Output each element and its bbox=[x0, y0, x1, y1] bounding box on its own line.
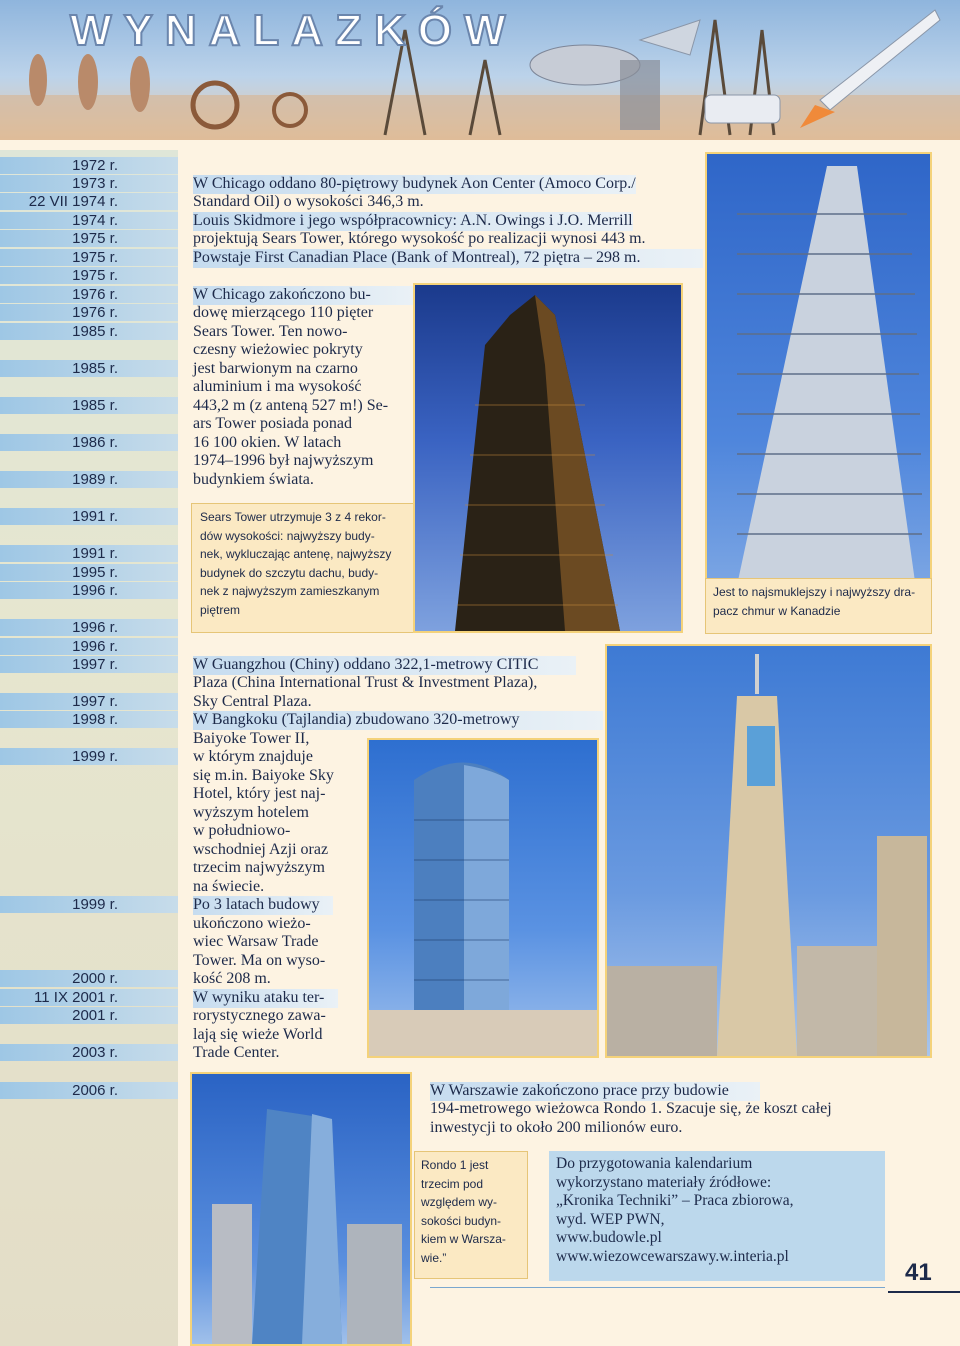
entry-sears-line7: 443,2 m (z anteną 527 m!) Se- bbox=[193, 397, 389, 414]
entry-baiyoke-line4: się m.in. Baiyoke Sky bbox=[193, 767, 334, 784]
entry-warsaw-trade-line1: Po 3 latach budowy bbox=[193, 896, 333, 915]
timeline-year: 1989 r. bbox=[0, 471, 178, 488]
timeline-year: 1985 r. bbox=[0, 360, 178, 377]
entry-baiyoke-line9: trzecim najwyższym bbox=[193, 859, 325, 876]
caption-line: budynek do szczytu dachu, budy- bbox=[200, 565, 379, 580]
entry-baiyoke-line7: w południowo- bbox=[193, 822, 291, 839]
baiyoke-drawing bbox=[607, 646, 930, 1056]
caption-line: nek z najwyższym zamieszkanym bbox=[200, 584, 380, 598]
caption-line: dów wysokości: najwyższy budy- bbox=[200, 528, 375, 543]
timeline-year: 1996 r. bbox=[0, 638, 178, 655]
timeline-year: 2001 r. bbox=[0, 1007, 178, 1024]
timeline-year: 1999 r. bbox=[0, 748, 178, 765]
sears-caption bbox=[191, 503, 414, 633]
bottom-rule bbox=[430, 1287, 885, 1288]
entry-wtc-line3: lają się wieże World bbox=[193, 1026, 323, 1043]
caption-line: nek, wykluczając antenę, najwyższy bbox=[200, 547, 392, 561]
entry-sears-line5: jest barwionym na czarno bbox=[193, 360, 358, 377]
timeline-year: 1997 r. bbox=[0, 693, 178, 710]
entry-baiyoke-line10: na świecie. bbox=[193, 878, 265, 895]
entry-rondo-line2: 194-metrowego wieżowca Rondo 1. Szacuje się, że koszt całej bbox=[430, 1100, 832, 1117]
entry-sears-line4: czesny wieżowiec pokryty bbox=[193, 341, 363, 358]
entry-wtc-line1: W wyniku ataku ter- bbox=[193, 989, 338, 1008]
timeline-year: 1972 r. bbox=[0, 157, 178, 174]
timeline-year: 1976 r. bbox=[0, 286, 178, 303]
timeline-year: 1974 r. bbox=[0, 212, 178, 229]
entry-skidmore-line1: Louis Skidmore i jego współpracownicy: A.N. Owings i J.O. Merrill bbox=[193, 212, 633, 229]
entry-sears-line8: ars Tower posiada ponad bbox=[193, 415, 352, 432]
timeline-year: 1986 r. bbox=[0, 434, 178, 451]
entry-sears-line2: dowę mierzącego 110 pięter bbox=[193, 304, 374, 321]
timeline-year: 1985 r. bbox=[0, 323, 178, 340]
timeline-year: 1996 r. bbox=[0, 582, 178, 599]
entry-sears-line9: 16 100 okien. W latach bbox=[193, 434, 342, 451]
timeline-year: 22 VII 1974 r. bbox=[0, 193, 178, 210]
timeline-year: 1999 r. bbox=[0, 896, 178, 913]
rondo-drawing bbox=[192, 1074, 410, 1344]
timeline-year: 1995 r. bbox=[0, 564, 178, 581]
header-banner bbox=[0, 0, 960, 140]
entry-wtc-line4: Trade Center. bbox=[193, 1044, 280, 1061]
entry-skidmore-line2: projektują Sears Tower, którego wysokość po realizacji wynosi 443 m. bbox=[193, 230, 646, 247]
timeline-year: 1996 r. bbox=[0, 619, 178, 636]
entry-aon-line1: W Chicago oddano 80-piętrowy budynek Aon Center (Amoco Corp./ bbox=[193, 175, 636, 192]
caption-line: piętrem bbox=[200, 602, 241, 617]
caption-line: trzecim pod bbox=[421, 1176, 484, 1191]
sears-tower-drawing bbox=[415, 285, 681, 631]
timeline-year: 1975 r. bbox=[0, 267, 178, 284]
entry-first-canadian: Powstaje First Canadian Place (Bank of Montreal), 72 piętra – 298 m. bbox=[193, 249, 703, 268]
timeline-year: 11 IX 2001 r. bbox=[0, 989, 178, 1006]
rondo-caption bbox=[414, 1151, 528, 1279]
entry-rondo-line1: W Warszawie zakończono prace przy budowie bbox=[430, 1082, 760, 1101]
source-line: wyd. WEP PWN, bbox=[556, 1210, 665, 1228]
entry-warsaw-trade-line2: ukończono wieżo- bbox=[193, 915, 311, 932]
entry-sears-line11: budynkiem świata. bbox=[193, 471, 314, 488]
caption-line: Rondo 1 jest bbox=[421, 1158, 489, 1172]
entry-sears-line10: 1974–1996 był najwyższym bbox=[193, 452, 374, 469]
source-link-wiezowce[interactable]: www.wiezowcewarszawy.w.interia.pl bbox=[556, 1247, 789, 1265]
timeline-year: 1991 r. bbox=[0, 545, 178, 562]
entry-citic-line1: W Guangzhou (Chiny) oddano 322,1-metrowy CITIC bbox=[193, 656, 576, 675]
entry-rondo-line3: inwestycji to około 200 milionów euro. bbox=[430, 1119, 683, 1136]
caption-line: względem wy- bbox=[421, 1195, 498, 1209]
entry-sears-line6: aluminium i ma wysokość bbox=[193, 378, 362, 395]
timeline-year: 1991 r. bbox=[0, 508, 178, 525]
timeline-year: 1975 r. bbox=[0, 230, 178, 247]
timeline-year: 2000 r. bbox=[0, 970, 178, 987]
entry-warsaw-trade-line5: kość 208 m. bbox=[193, 970, 271, 987]
caption-line: kiem w Warsza- bbox=[421, 1232, 506, 1246]
timeline-year: 1975 r. bbox=[0, 249, 178, 266]
entry-baiyoke-line1: W Bangkoku (Tajlandia) zbudowano 320-metrowy bbox=[193, 711, 603, 730]
source-line: Do przygotowania kalendarium bbox=[556, 1155, 753, 1172]
page-number: 41 bbox=[905, 1259, 932, 1286]
sources-box bbox=[549, 1151, 885, 1281]
page-number-rule bbox=[888, 1291, 960, 1293]
source-line: „Kronika Techniki” – Praca zbiorowa, bbox=[556, 1192, 794, 1209]
caption-line: wie.” bbox=[421, 1250, 447, 1265]
timeline-year: 1976 r. bbox=[0, 304, 178, 321]
caption-line: Jest to najsmuklejszy i najwyższy dra- bbox=[713, 585, 916, 599]
timeline-year: 2006 r. bbox=[0, 1082, 178, 1099]
entry-citic-line2: Plaza (China International Trust & Investment Plaza), bbox=[193, 674, 538, 691]
warsaw-trade-tower-photo bbox=[367, 738, 599, 1058]
sears-tower-photo bbox=[413, 283, 683, 633]
entry-sears-line1: W Chicago zakończono bu- bbox=[193, 286, 413, 305]
canada-caption bbox=[705, 578, 932, 634]
rondo-1-photo bbox=[190, 1072, 412, 1346]
timeline-year: 1985 r. bbox=[0, 397, 178, 414]
source-link-budowle[interactable]: www.budowle.pl bbox=[556, 1229, 662, 1246]
entry-aon-line2: Standard Oil) o wysokości 346,3 m. bbox=[193, 193, 424, 210]
caption-line: sokości budyn- bbox=[421, 1213, 502, 1228]
entry-warsaw-trade-line3: wiec Warsaw Trade bbox=[193, 933, 319, 950]
timeline-year: 1973 r. bbox=[0, 175, 178, 192]
source-line: wykorzystano materiały źródłowe: bbox=[556, 1173, 772, 1191]
timeline-year: 1998 r. bbox=[0, 711, 178, 728]
timeline-year: 1997 r. bbox=[0, 656, 178, 673]
timeline-year: 2003 r. bbox=[0, 1044, 178, 1061]
entry-baiyoke-line5: Hotel, który jest naj- bbox=[193, 785, 326, 802]
entry-baiyoke-line8: wschodniej Azji oraz bbox=[193, 841, 329, 858]
entry-baiyoke-line6: wyższym hotelem bbox=[193, 804, 309, 821]
warsaw-trade-drawing bbox=[369, 740, 597, 1056]
first-canadian-drawing bbox=[707, 154, 930, 632]
caption-line: pacz chmur w Kanadzie bbox=[713, 603, 841, 618]
caption-line: Sears Tower utrzymuje 3 z 4 rekor- bbox=[200, 510, 386, 524]
entry-baiyoke-line3: w którym znajduje bbox=[193, 748, 313, 765]
entry-wtc-line2: rorystycznego zawa- bbox=[193, 1007, 326, 1024]
first-canadian-place-photo bbox=[705, 152, 932, 634]
entry-warsaw-trade-line4: Tower. Ma on wyso- bbox=[193, 952, 326, 969]
entry-citic-line3: Sky Central Plaza. bbox=[193, 693, 312, 710]
entry-baiyoke-line2: Baiyoke Tower II, bbox=[193, 730, 310, 747]
baiyoke-tower-photo bbox=[605, 644, 932, 1058]
entry-sears-line3: Sears Tower. Ten nowo- bbox=[193, 323, 348, 340]
banner-title: WYNALAZKÓW bbox=[70, 6, 518, 55]
